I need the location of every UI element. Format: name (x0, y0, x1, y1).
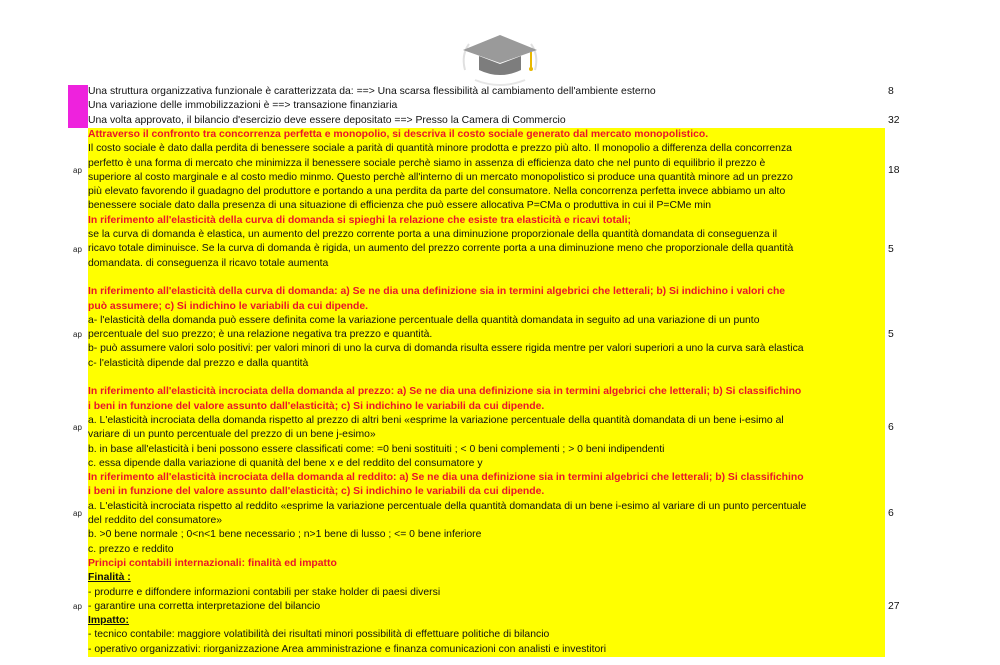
top-row (88, 114, 885, 128)
qa-block (88, 471, 885, 557)
question-text: i beni in funzione del valore assunto dall'elasticità; c) Si indichino le variabili da cui dipende. (88, 400, 545, 412)
top-row (88, 99, 885, 113)
row-number: 5 (888, 329, 894, 341)
question-text: In riferimento all'elasticità incrociata della domanda al reddito: a) Se ne dia una definizione sia in termini algebrici che letterali; b) Si classifichino (88, 472, 804, 484)
answer-text: variare di un punto percentuale del prezzo di un bene j-esimo» (88, 429, 376, 441)
answer-text: b. >0 bene normale ; 0<n<1 bene necessario ; n>1 bene di lusso ; <= 0 bene inferiore (88, 529, 482, 541)
answer-text: domandata. di conseguenza il ricavo totale aumenta (88, 257, 329, 269)
top-row-text: Una volta approvato, il bilancio d'esercizio deve essere depositato ==> Presso la Camera di Commercio (88, 114, 566, 126)
section-heading: Impatto: (88, 615, 129, 627)
row-number: 27 (888, 601, 900, 613)
answer-text: più elevato favorendo il guadagno del produttore e portando a una perdita da parte del consumatore. Nella concorrenza perfetta invece abbiamo un alto (88, 186, 786, 198)
answer-text: c. prezzo e reddito (88, 543, 174, 555)
row-number: 5 (888, 243, 894, 255)
answer-text: perfetto è una forma di mercato che minimizza il benessere sociale perchè siamo in assenza di efficienza dato che nel punto di equilibrio il prezzo è (88, 157, 766, 169)
ap-tag: ap (73, 602, 82, 612)
answer-text: c- l'elasticità dipende dal prezzo e dalla quantità (88, 357, 309, 369)
answer-text: a. L'elasticità incrociata della domanda rispetto al prezzo di altri beni «esprime la variazione percentuale della quantità domandata di un bene i-esimo al (88, 414, 784, 426)
answer-text: del reddito del consumatore» (88, 515, 223, 527)
answer-text: a. L'elasticità incrociata rispetto al reddito «esprime la variazione percentuale della quantità domandata di un bene i-esimo al variare di un punto percentuale (88, 500, 807, 512)
question-text: In riferimento all'elasticità della curva di domanda si spieghi la relazione che esiste tra elasticità e ricavi totali; (88, 214, 631, 226)
answer-text: b- può assumere valori solo positivi: per valori minori di uno la curva di domanda risulta essere rigida mentre per valori superiori a uno la curva sarà elastica (88, 343, 804, 355)
qa-block (88, 385, 885, 471)
qa-block (88, 214, 885, 286)
qa-block (88, 557, 885, 657)
top-row (88, 85, 885, 99)
ap-tag: ap (73, 330, 82, 340)
answer-text: b. in base all'elasticità i beni possono essere classificati come: =0 beni sostituiti ; < 0 beni complementi ; > 0 beni indipendenti (88, 443, 665, 455)
ap-tag: ap (73, 509, 82, 519)
answer-text: percentuale del suo prezzo; è una relazione negativa tra prezzo e quantità. (88, 329, 433, 341)
question-text: Attraverso il confronto tra concorrenza perfetta e monopolio, si descriva il costo sociale generato dal mercato monopolistico. (88, 129, 709, 140)
graduation-cap-icon (455, 30, 545, 92)
answer-text (88, 371, 885, 385)
row-number: 32 (888, 114, 900, 126)
ap-tag: ap (73, 165, 82, 175)
qa-block (88, 285, 885, 385)
pink-marker (68, 85, 88, 128)
row-number: 18 (888, 164, 900, 176)
top-row-text: Una struttura organizzativa funzionale è caratterizzata da: ==> Una scarsa flessibilità al cambiamento dell'ambiente esterno (88, 86, 656, 97)
question-text: i beni in funzione del valore assunto dall'elasticità; c) Si indichino le variabili da cui dipende. (88, 486, 545, 498)
question-text: In riferimento all'elasticità della curva di domanda: a) Se ne dia una definizione sia in termini algebrici che letterali; b) Si indichino i valori che (88, 286, 786, 298)
answer-text: se la curva di domanda è elastica, un aumento del prezzo corrente porta a una diminuzione proporzionale della quantità domandata di conseguenza il (88, 229, 778, 241)
ap-tag: ap (73, 244, 82, 254)
row-number: 6 (888, 508, 894, 520)
answer-text: ricavo totale diminuisce. Se la curva di domanda è rigida, un aumento del prezzo corrente porta a una diminuzione meno che proporzionale della quantità (88, 243, 794, 255)
row-number: 8 (888, 86, 894, 97)
answer-text: benessere sociale dato dalla presenza di una situazione di efficienza che può essere allocativa P=CMa o produttiva in cui il P=CMe min (88, 200, 712, 212)
answer-text: - produrre e diffondere informazioni contabili per stake holder di paesi diversi (88, 586, 441, 598)
row-number: 6 (888, 422, 894, 434)
answer-text (88, 271, 885, 285)
question-text: In riferimento all'elasticità incrociata della domanda al prezzo: a) Se ne dia una definizione sia in termini algebrici che letterali; b) Si classifichino (88, 386, 802, 398)
answer-text: - operativo organizzativi: riorganizzazione Area amministrazione e finanza comunicazioni con analisti e investitori (88, 643, 607, 655)
answer-text: c. essa dipende dalla variazione di quanità del bene x e del reddito del consumatore y (88, 457, 483, 469)
ap-tag: ap (73, 423, 82, 433)
answer-text: - tecnico contabile: maggiore volatibilità dei risultati minori possibilità di effettuare politiche di bilancio (88, 629, 550, 641)
answer-text: superiore al costo marginale e al costo medio minmo. Questo perchè all'interno di un mercato monopolistico si produce una quantità minore ad un prezzo (88, 171, 793, 183)
answer-text: - garantire una corretta interpretazione del bilancio (88, 600, 321, 612)
qa-block (88, 128, 885, 214)
top-row-text: Una variazione delle immobilizzazioni è ==> transazione finanziaria (88, 100, 398, 112)
section-heading: Finalità : (88, 572, 131, 584)
question-text: può assumere; c) Si indichino le variabili da cui dipende. (88, 300, 369, 312)
answer-text: Il costo sociale è dato dalla perdita di benessere sociale a parità di quantità minore prodotta e prezzo più alto. Il monopolio a differenza della concorrenza (88, 143, 792, 155)
question-text: Principi contabili internazionali: finalità ed impatto (88, 558, 337, 569)
answer-text: a- l'elasticità della domanda può essere definita come la variazione percentuale della quantità domandata in seguito ad una variazione di un punto (88, 314, 760, 326)
